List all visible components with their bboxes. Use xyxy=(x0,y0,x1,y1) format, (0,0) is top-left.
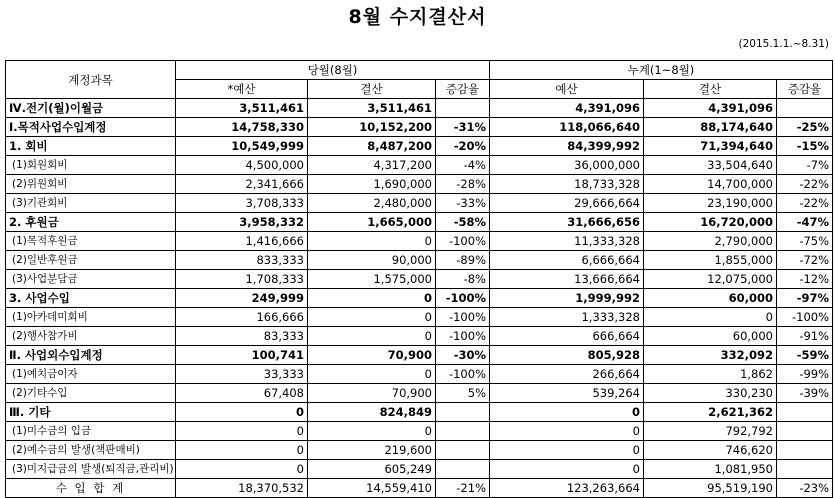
cell-budget-cumulative: 123,263,664 xyxy=(490,479,644,498)
cell-budget-cumulative: 539,264 xyxy=(490,384,644,403)
table-row xyxy=(6,156,833,175)
table-row xyxy=(6,213,833,232)
cell-settlement-cumulative: 60,000 xyxy=(644,289,777,308)
cell-budget-cumulative: 666,664 xyxy=(490,327,644,346)
row-label: (1)목적후원금 xyxy=(6,232,176,251)
cell-settlement: 0 xyxy=(308,232,436,251)
cell-settlement: 1,690,000 xyxy=(308,175,436,194)
cell-rate-cumulative: -7% xyxy=(777,156,833,175)
cell-budget: 249,999 xyxy=(176,289,308,308)
cell-settlement: 2,480,000 xyxy=(308,194,436,213)
cell-budget: 0 xyxy=(176,422,308,441)
cell-budget: 3,958,332 xyxy=(176,213,308,232)
cell-settlement: 219,600 xyxy=(308,441,436,460)
cell-rate-cumulative: -25% xyxy=(777,118,833,137)
row-label: (2)행사참가비 xyxy=(6,327,176,346)
table-row xyxy=(6,441,833,460)
cell-budget-cumulative: 4,391,096 xyxy=(490,99,644,118)
cell-budget-cumulative: 1,999,992 xyxy=(490,289,644,308)
row-label: (1)예치금이자 xyxy=(6,365,176,384)
cell-rate: -100% xyxy=(436,289,490,308)
row-label: (1)회원회비 xyxy=(6,156,176,175)
table-row xyxy=(6,365,833,384)
row-label: 1. 회비 xyxy=(6,137,176,156)
cell-rate-cumulative: -47% xyxy=(777,213,833,232)
table-row xyxy=(6,308,833,327)
cell-budget-cumulative: 31,666,656 xyxy=(490,213,644,232)
header-rate: 증감율 xyxy=(436,80,490,99)
cell-settlement: 1,665,000 xyxy=(308,213,436,232)
cell-rate-cumulative: -12% xyxy=(777,270,833,289)
period-label: (2015.1.1.~8.31) xyxy=(738,38,829,50)
cell-settlement-cumulative: 2,621,362 xyxy=(644,403,777,422)
cell-rate: -100% xyxy=(436,365,490,384)
cell-settlement: 1,575,000 xyxy=(308,270,436,289)
cell-settlement-cumulative: 60,000 xyxy=(644,327,777,346)
cell-rate-cumulative: -15% xyxy=(777,137,833,156)
cell-settlement-cumulative: 23,190,000 xyxy=(644,194,777,213)
table-row xyxy=(6,137,833,156)
cell-rate xyxy=(436,460,490,479)
cell-budget-cumulative: 18,733,328 xyxy=(490,175,644,194)
cell-rate-cumulative: -22% xyxy=(777,175,833,194)
cell-settlement-cumulative: 1,081,950 xyxy=(644,460,777,479)
cell-settlement-cumulative: 746,620 xyxy=(644,441,777,460)
cell-rate: -30% xyxy=(436,346,490,365)
table-row xyxy=(6,270,833,289)
cell-rate-cumulative xyxy=(777,403,833,422)
cell-budget: 83,333 xyxy=(176,327,308,346)
table-row xyxy=(6,194,833,213)
cell-settlement-cumulative: 4,391,096 xyxy=(644,99,777,118)
cell-budget: 1,416,666 xyxy=(176,232,308,251)
cell-rate: -8% xyxy=(436,270,490,289)
table-row xyxy=(6,175,833,194)
cell-settlement: 70,900 xyxy=(308,346,436,365)
cell-settlement: 90,000 xyxy=(308,251,436,270)
row-label: (3)사업분담금 xyxy=(6,270,176,289)
header-current: 당월(8월) xyxy=(176,61,490,80)
cell-rate-cumulative xyxy=(777,422,833,441)
header-budget-cumulative: 예산 xyxy=(490,80,644,99)
cell-budget: 33,333 xyxy=(176,365,308,384)
cell-rate: -58% xyxy=(436,213,490,232)
cell-rate-cumulative: -91% xyxy=(777,327,833,346)
cell-settlement-cumulative: 332,092 xyxy=(644,346,777,365)
table-body xyxy=(6,99,833,498)
row-label: Ⅳ.전기(월)이월금 xyxy=(6,99,176,118)
cell-budget-cumulative: 0 xyxy=(490,441,644,460)
cell-budget-cumulative: 29,666,664 xyxy=(490,194,644,213)
cell-settlement-cumulative: 71,394,640 xyxy=(644,137,777,156)
cell-settlement: 0 xyxy=(308,289,436,308)
cell-rate xyxy=(436,422,490,441)
table-row xyxy=(6,460,833,479)
cell-rate-cumulative: -59% xyxy=(777,346,833,365)
cell-rate xyxy=(436,99,490,118)
cell-budget: 833,333 xyxy=(176,251,308,270)
cell-budget-cumulative: 11,333,328 xyxy=(490,232,644,251)
cell-budget: 14,758,330 xyxy=(176,118,308,137)
cell-rate-cumulative: -99% xyxy=(777,365,833,384)
cell-settlement-cumulative: 330,230 xyxy=(644,384,777,403)
cell-budget-cumulative: 84,399,992 xyxy=(490,137,644,156)
header-budget: *예산 xyxy=(176,80,308,99)
row-label: (1)아카데미회비 xyxy=(6,308,176,327)
cell-budget-cumulative: 0 xyxy=(490,422,644,441)
cell-settlement-cumulative: 2,790,000 xyxy=(644,232,777,251)
table-row xyxy=(6,422,833,441)
cell-budget: 0 xyxy=(176,460,308,479)
header-cumulative: 누계(1~8월) xyxy=(490,61,833,80)
cell-settlement: 0 xyxy=(308,308,436,327)
table-row xyxy=(6,403,833,422)
row-label: 3. 사업수입 xyxy=(6,289,176,308)
cell-settlement-cumulative: 88,174,640 xyxy=(644,118,777,137)
page-title: 8월 수지결산서 xyxy=(348,6,487,28)
cell-settlement-cumulative: 12,075,000 xyxy=(644,270,777,289)
table-row xyxy=(6,99,833,118)
settlement-table xyxy=(5,60,833,498)
cell-rate: -20% xyxy=(436,137,490,156)
cell-rate: -100% xyxy=(436,308,490,327)
cell-settlement: 0 xyxy=(308,327,436,346)
row-label: (2)예수금의 발생(책판매비) xyxy=(6,441,176,460)
cell-budget-cumulative: 266,664 xyxy=(490,365,644,384)
cell-budget: 1,708,333 xyxy=(176,270,308,289)
cell-settlement: 8,487,200 xyxy=(308,137,436,156)
row-label: (2)위원회비 xyxy=(6,175,176,194)
row-label: 2. 후원금 xyxy=(6,213,176,232)
cell-settlement: 10,152,200 xyxy=(308,118,436,137)
cell-settlement-cumulative: 16,720,000 xyxy=(644,213,777,232)
table-row xyxy=(6,118,833,137)
cell-rate: -33% xyxy=(436,194,490,213)
cell-rate: 5% xyxy=(436,384,490,403)
table-row xyxy=(6,479,833,498)
table-row xyxy=(6,251,833,270)
cell-budget: 3,708,333 xyxy=(176,194,308,213)
cell-settlement: 824,849 xyxy=(308,403,436,422)
cell-settlement-cumulative: 33,504,640 xyxy=(644,156,777,175)
cell-settlement: 4,317,200 xyxy=(308,156,436,175)
cell-budget: 18,370,532 xyxy=(176,479,308,498)
cell-settlement: 0 xyxy=(308,422,436,441)
cell-settlement: 3,511,461 xyxy=(308,99,436,118)
cell-budget: 4,500,000 xyxy=(176,156,308,175)
cell-settlement: 70,900 xyxy=(308,384,436,403)
row-label: Ⅱ. 사업외수입계정 xyxy=(6,346,176,365)
cell-budget-cumulative: 118,066,640 xyxy=(490,118,644,137)
cell-settlement: 14,559,410 xyxy=(308,479,436,498)
cell-rate-cumulative xyxy=(777,460,833,479)
cell-rate: -21% xyxy=(436,479,490,498)
cell-rate-cumulative: -72% xyxy=(777,251,833,270)
row-label: Ⅰ.목적사업수입계정 xyxy=(6,118,176,137)
table-row xyxy=(6,384,833,403)
cell-rate-cumulative xyxy=(777,441,833,460)
row-label: Ⅲ. 기타 xyxy=(6,403,176,422)
cell-budget-cumulative: 805,928 xyxy=(490,346,644,365)
cell-rate-cumulative: -97% xyxy=(777,289,833,308)
cell-budget-cumulative: 13,666,664 xyxy=(490,270,644,289)
header-item: 계정과목 xyxy=(6,61,176,99)
header-settlement: 결산 xyxy=(308,80,436,99)
row-label: (3)기관회비 xyxy=(6,194,176,213)
table-row xyxy=(6,346,833,365)
cell-budget: 10,549,999 xyxy=(176,137,308,156)
table-row xyxy=(6,232,833,251)
cell-rate xyxy=(436,403,490,422)
cell-rate-cumulative: -23% xyxy=(777,479,833,498)
cell-budget: 0 xyxy=(176,441,308,460)
row-label: (1)미수금의 입금 xyxy=(6,422,176,441)
cell-budget: 0 xyxy=(176,403,308,422)
cell-rate: -31% xyxy=(436,118,490,137)
cell-budget-cumulative: 1,333,328 xyxy=(490,308,644,327)
cell-settlement-cumulative: 1,855,000 xyxy=(644,251,777,270)
cell-settlement: 605,249 xyxy=(308,460,436,479)
cell-budget-cumulative: 0 xyxy=(490,403,644,422)
cell-budget-cumulative: 0 xyxy=(490,460,644,479)
cell-rate-cumulative: -75% xyxy=(777,232,833,251)
cell-rate: -89% xyxy=(436,251,490,270)
header-settlement-cumulative: 결산 xyxy=(644,80,777,99)
cell-settlement: 0 xyxy=(308,365,436,384)
cell-budget: 100,741 xyxy=(176,346,308,365)
cell-settlement-cumulative: 0 xyxy=(644,308,777,327)
cell-rate: -100% xyxy=(436,232,490,251)
cell-budget: 166,666 xyxy=(176,308,308,327)
row-label: (2)기타수입 xyxy=(6,384,176,403)
row-label: (2)일반후원금 xyxy=(6,251,176,270)
cell-budget-cumulative: 6,666,664 xyxy=(490,251,644,270)
cell-settlement-cumulative: 792,792 xyxy=(644,422,777,441)
table-row xyxy=(6,289,833,308)
cell-budget: 3,511,461 xyxy=(176,99,308,118)
table-row xyxy=(6,327,833,346)
cell-settlement-cumulative: 1,862 xyxy=(644,365,777,384)
cell-rate xyxy=(436,441,490,460)
cell-rate-cumulative: -39% xyxy=(777,384,833,403)
cell-budget: 67,408 xyxy=(176,384,308,403)
row-label: 수 입 합 계 xyxy=(6,479,176,498)
header-rate-cumulative: 증감율 xyxy=(777,80,833,99)
cell-rate-cumulative: -22% xyxy=(777,194,833,213)
cell-rate: -100% xyxy=(436,327,490,346)
cell-budget-cumulative: 36,000,000 xyxy=(490,156,644,175)
cell-budget: 2,341,666 xyxy=(176,175,308,194)
row-label: (3)미지급금의 발생(퇴직금,관리비) xyxy=(6,460,176,479)
cell-settlement-cumulative: 14,700,000 xyxy=(644,175,777,194)
cell-rate: -28% xyxy=(436,175,490,194)
cell-settlement-cumulative: 95,519,190 xyxy=(644,479,777,498)
cell-rate: -4% xyxy=(436,156,490,175)
cell-rate-cumulative xyxy=(777,99,833,118)
cell-rate-cumulative: -100% xyxy=(777,308,833,327)
